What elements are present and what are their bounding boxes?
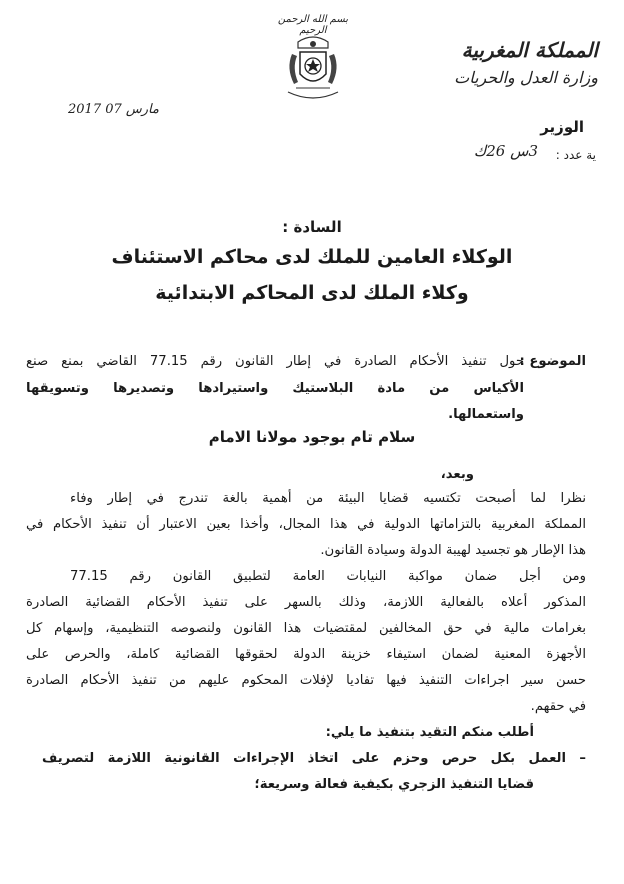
paragraph-line: هذا الإطار هو تجسيد لهيبة الدولة وسيادة القانون. bbox=[320, 543, 586, 558]
list-item: – العمل بكل حرص وحزم على اتخاذ الإجراءات القانونية اللازمة لتصريف bbox=[42, 751, 586, 766]
subject-line-2: الأكياس من مادة البلاستيك واستيرادها وتصديرها وتسويقها bbox=[26, 381, 524, 396]
list-item: قضايا التنفيذ الزجري بكيفية فعالة وسريعة؛ bbox=[254, 777, 534, 792]
paragraph-line: ومن أجل ضمان مواكبة النيابات العامة لتطبيق القانون رقم 77.15 bbox=[70, 569, 586, 584]
bismillah-text: بسم الله الرحمن الرحيم bbox=[277, 14, 349, 36]
royal-emblem bbox=[268, 12, 358, 112]
request-line: أطلب منكم التقيد بتنفيذ ما يلي: bbox=[325, 725, 534, 740]
greeting: سلام تام بوجود مولانا الامام bbox=[208, 428, 416, 446]
recipient-line-1: الوكلاء العامين للملك لدى محاكم الاستئناف bbox=[111, 246, 513, 268]
ministry-name: وزارة العدل والحريات bbox=[454, 68, 598, 87]
handwritten-date: 2017 مارس 07 bbox=[68, 102, 159, 117]
subject-line-1: حول تنفيذ الأحكام الصادرة في إطار القانون رقم 77.15 القاضي بمنع صنع bbox=[26, 354, 525, 369]
reference-number: 3س 26ك bbox=[473, 142, 538, 160]
recipient-line-2: وكلاء الملك لدى المحاكم الابتدائية bbox=[155, 282, 469, 304]
paragraph-line: المملكة المغربية بالتزاماتها الدولية في هذا المجال، وأخذا بعين الاعتبار أن تنفيذ الأحكام في bbox=[26, 517, 586, 532]
paragraph-line: المذكور أعلاه بالفعالية اللازمة، وذلك بالسهر على تنفيذ الأحكام القضائية الصادرة bbox=[26, 595, 586, 610]
kingdom-title: المملكة المغربية bbox=[461, 38, 598, 62]
paragraph-line: في حقهم. bbox=[530, 699, 586, 714]
paragraph-line: بغرامات مالية في حق المخالفين لمقتضيات هذا القانون ولنصوصه التنظيمية، وإسهام كل bbox=[26, 621, 586, 636]
reference-label: ية عدد : bbox=[555, 148, 596, 162]
paragraph-line: نظرا لما أصبحت تكتسيه قضايا البيئة من أهمية بالغة تندرج في إطار وفاء bbox=[70, 491, 586, 506]
paragraph-line: حسن سير اجراءات التنفيذ فيها تفاديا لإفلات المحكوم عليهم من تنفيذ الأحكام الصادرة bbox=[26, 673, 586, 688]
minister-label: الوزير bbox=[540, 118, 584, 136]
salutation: السادة : bbox=[282, 218, 342, 236]
paragraph-line: الأجهزة المعنية لضمان استيفاء خزينة الدولة لحقوقها القضائية كاملة، والحرص على bbox=[26, 647, 586, 662]
subject-line-3: واستعمالها. bbox=[448, 407, 524, 422]
body-opening: وبعد، bbox=[440, 467, 474, 482]
subject-label: الموضوع : bbox=[519, 354, 586, 369]
